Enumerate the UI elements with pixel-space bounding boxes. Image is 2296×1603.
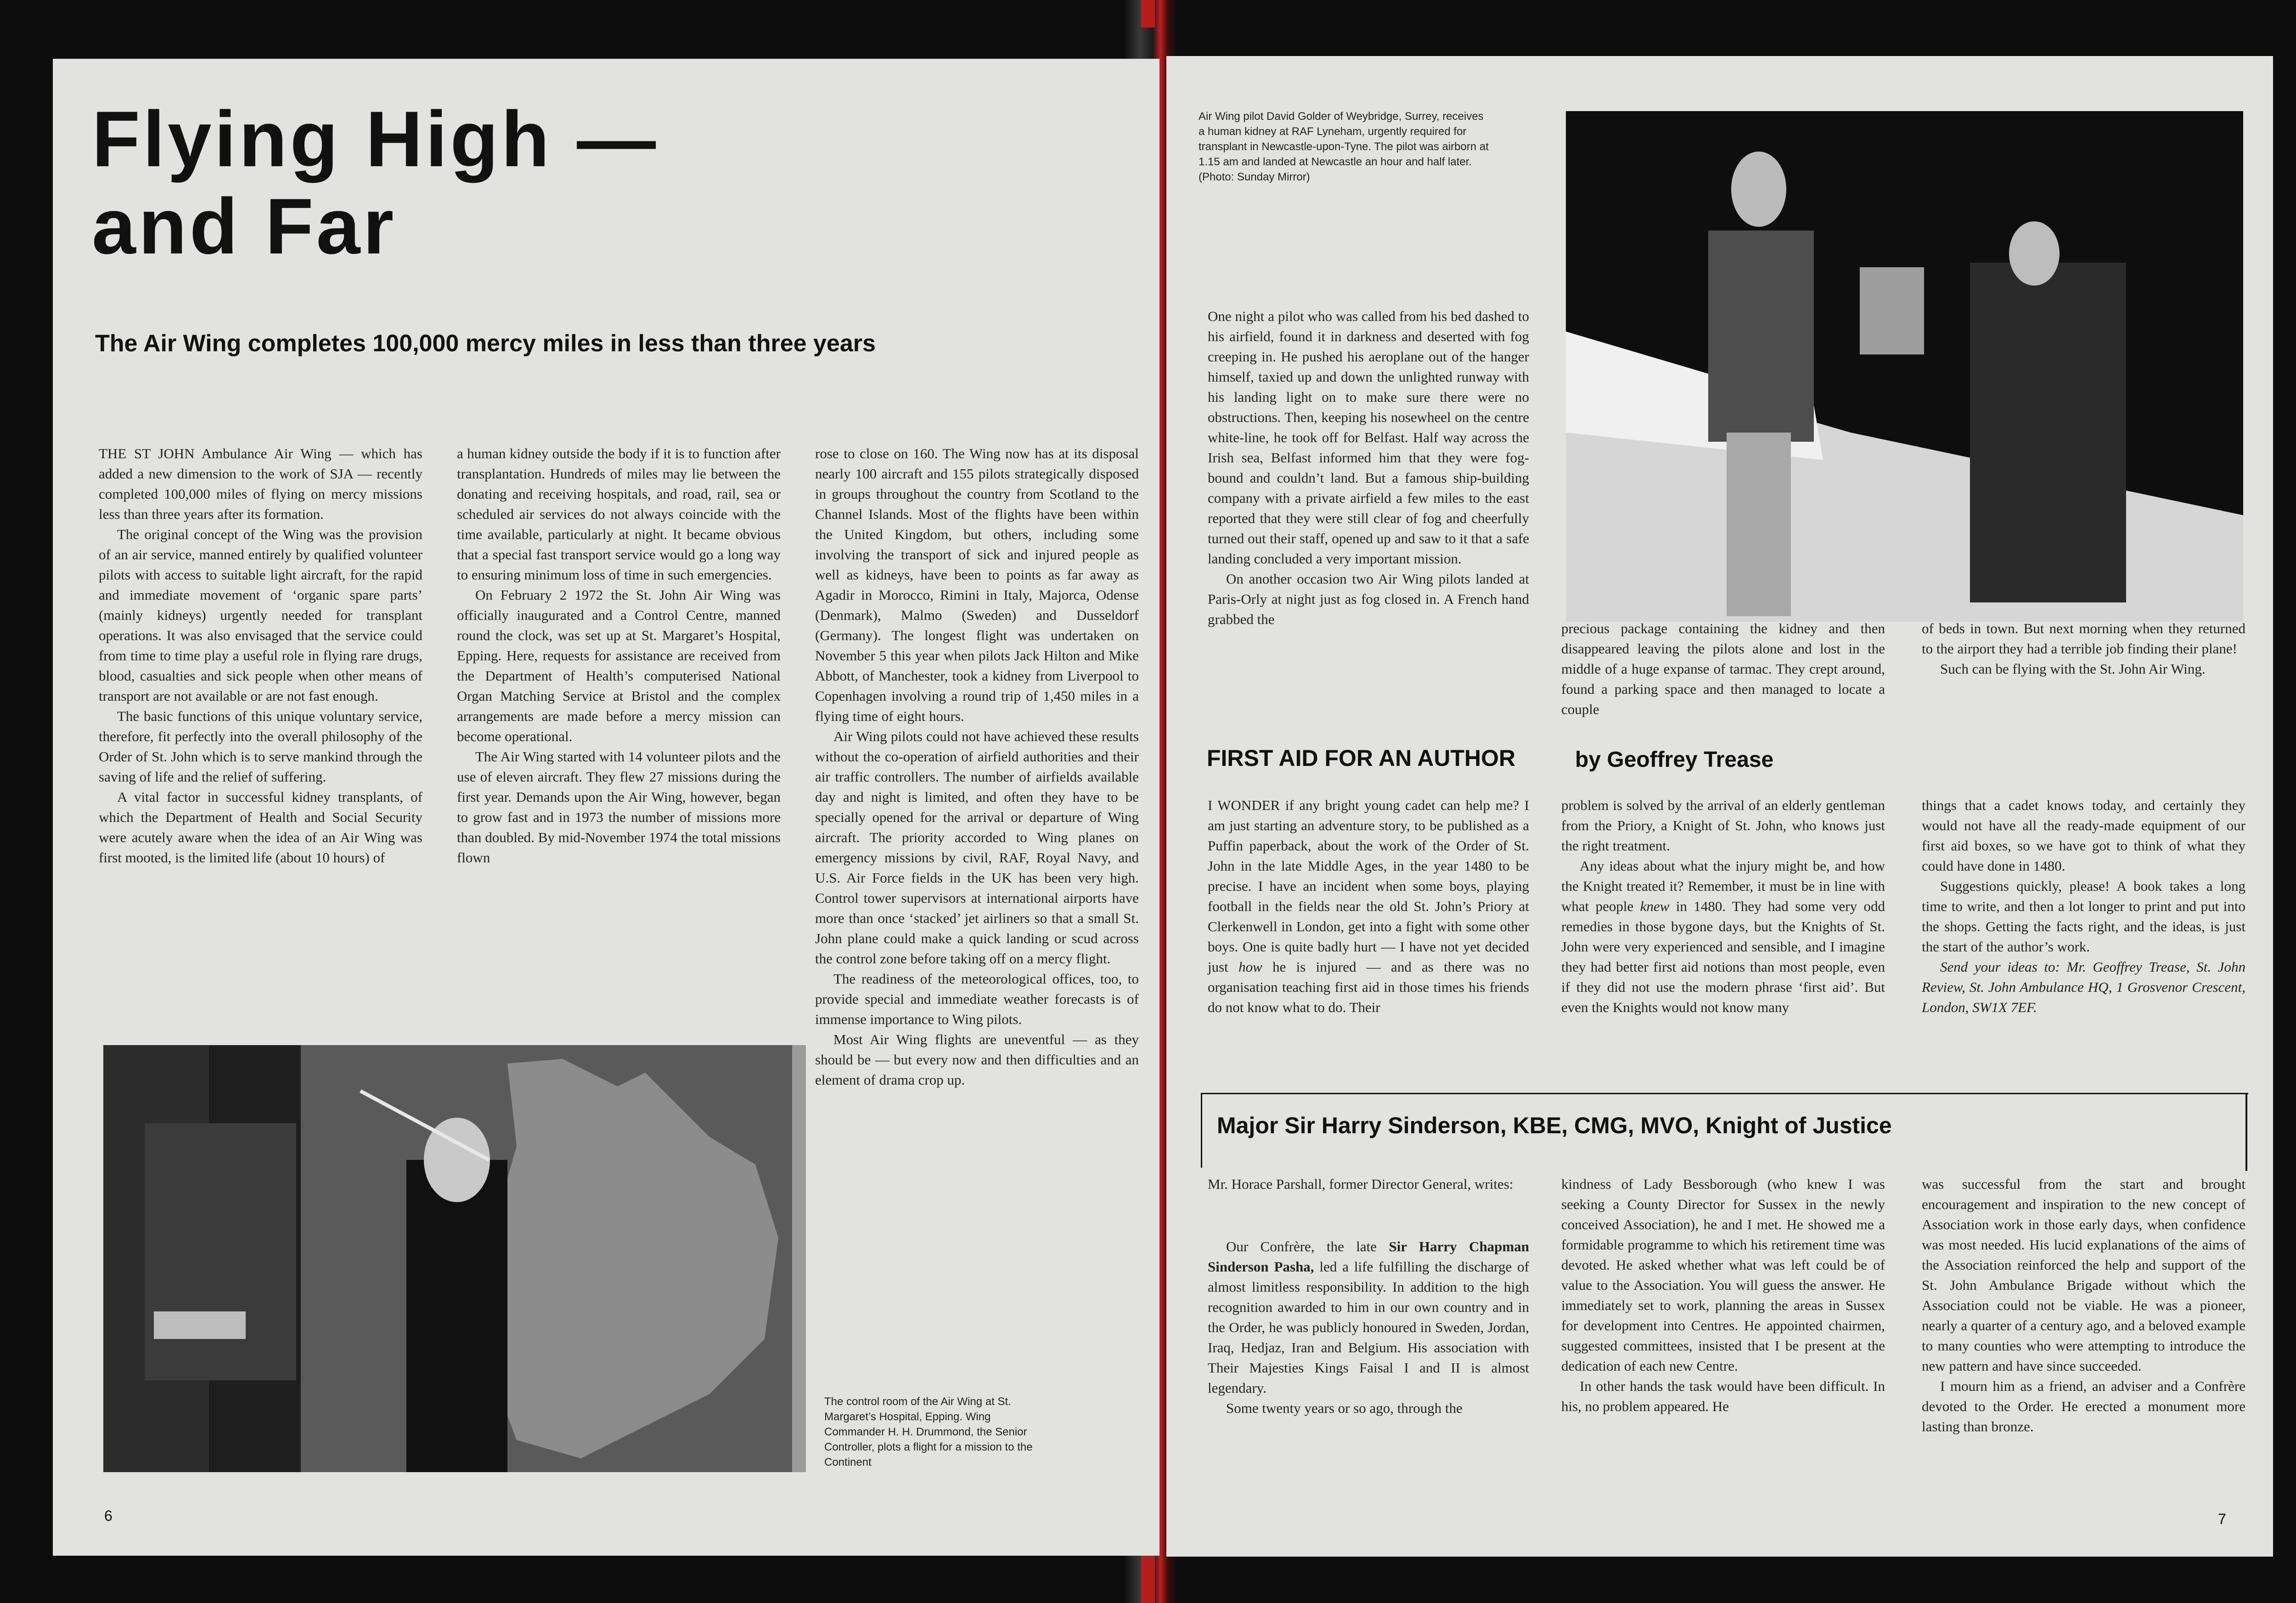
- paragraph: [1208, 1237, 1529, 1398]
- photo-caption: The control room of the Air Wing at St. Margaret’s Hospital, Epping. Wing Commander H. H. Drummond, the Senior Controller, plots a flight for a mission to the Continent: [824, 1395, 1033, 1468]
- obituary-column-1: [1208, 1174, 1529, 1418]
- paragraph: A vital factor in successful kidney transplants, of which the Department of Health and Social Security were acutely aware when the idea of an Air Wing was first mooted, is the limited life (about 10 hours) of: [99, 789, 422, 866]
- pilot-kidney-photo: [1566, 111, 2243, 622]
- obituary-column-3: [1922, 1174, 2245, 1437]
- standfirst: The Air Wing completes 100,000 mercy miles in less than three years: [95, 330, 876, 357]
- address: Send your ideas to: Mr. Geoffrey Trease, St. John Review, St. John Ambulance HQ, 1 Grosvenor Crescent, London, SW1X 7EF.: [1922, 959, 2245, 1015]
- text: I WONDER if any bright young cadet can help me? I am just starting an adventure story, to be published as a Puffin paperback, about the work of the Order of St. John in the late Middle Ages, in the year 1480 to be precise. I have an incident when some boys, playing football in the fields near the old St. John’s Priory at Clerkenwell in London, get into a fight with some other boys. One is quite badly hurt — I have not yet decided just: [1208, 797, 1529, 975]
- paragraph: was successful from the start and brought encouragement and inspiration to the new concept of Association work in those early days, when confidence was most needed. His lucid explanations of the aims of the Association reinforced the help and support of the St. John Ambulance Brigade without which the Association could not be viable. He was a pioneer, nearly a quarter of a century ago, and a beloved example to many counties who were attempting to introduce the new pattern and have since succeeded.: [1922, 1176, 2245, 1374]
- headline-line-2: and Far: [92, 182, 397, 270]
- paragraph: Suggestions quickly, please! A book takes a long time to write, and then a lot longer to print and put into the shops. Getting the facts right, and the ideas, is just the start of the author’s work.: [1922, 878, 2245, 955]
- article-column-1: [99, 444, 422, 868]
- story-column-2: [1561, 619, 1885, 720]
- paragraph: THE ST JOHN Ambulance Air Wing — which has added a new dimension to the work of SJA — recently completed 100,000 miles of flying on mercy missions less than three years after its formation.: [99, 445, 422, 522]
- article-column-3: [815, 444, 1139, 1090]
- text: led a life fulfilling the discharge of almost limitless responsibility. In addition to the high recognition awarded to him in our own country and in the Order, he was publicly honoured in Sweden, Jordan, Iraq, Hedjaz, Iran and Belgium. His association with Their Majesties Kings Faisal I and II is almost legendary.: [1208, 1259, 1529, 1396]
- paragraph: kindness of Lady Bessborough (who knew I was seeking a County Director for Sussex in the newly conceived Association), he and I met. He showed me a formidable programme to which his retirement time was devoted. He asked whether what was left could be of value to the Association. You will guess the answer. He immediately set to work, planning the areas in Sussex for development into Centres. He appointed chairmen, suggested committees, insisted that I be present at the dedication of each new Centre.: [1561, 1176, 1885, 1374]
- story-column-1: [1208, 306, 1529, 630]
- first-aid-column-1: [1208, 795, 1529, 1018]
- paragraph: The readiness of the meteorological offices, too, to provide special and immediate weather forecasts is of immense importance to Wing pilots.: [815, 971, 1139, 1027]
- paragraph: of beds in town. But next morning when they returned to the airport they had a terrible job finding their plane!: [1922, 620, 2245, 657]
- spine-binding-mark: [1141, 0, 1155, 28]
- text: he is injured — and as there was no organisation teaching first aid in those times his friends do not know what to do. Their: [1208, 959, 1530, 1015]
- headline: [92, 96, 658, 270]
- obituary-heading: Major Sir Harry Sinderson, KBE, CMG, MVO, Knight of Justice: [1217, 1113, 1892, 1138]
- page-number: 7: [2218, 1511, 2226, 1527]
- text: Our Confrère, the late: [1226, 1238, 1377, 1254]
- paragraph: On another occasion two Air Wing pilots landed at Paris-Orly at night just as fog closed in. A French hand grabbed the: [1208, 571, 1529, 627]
- paragraph: In other hands the task would have been difficult. In his, no problem appeared. He: [1561, 1378, 1885, 1414]
- obituary-column-2: [1561, 1174, 1885, 1417]
- text: in 1480. They had some very odd remedies in those bygone days, but the Knights of St. John were very experienced and sensible, and I imagine they had better first aid notions than most people, even if they did not use the modern phrase ‘first aid’. But even the Knights would not know many: [1561, 898, 1885, 1015]
- emphasis: how: [1238, 959, 1262, 975]
- first-aid-column-2: [1561, 795, 1885, 1018]
- page-number: 6: [104, 1507, 113, 1524]
- text: Any ideas about what the injury might be, and how the Knight treated it? Remember, it must be in line with what people: [1561, 858, 1885, 914]
- box-rule: [2245, 1093, 2247, 1171]
- first-aid-column-3: [1922, 795, 2245, 1018]
- paragraph: I mourn him as a friend, an adviser and a Confrère devoted to the Order. He erected a monument more lasting than bronze.: [1922, 1378, 2245, 1434]
- right-page: [1166, 56, 2273, 1557]
- paragraph: [1208, 795, 1529, 1018]
- paragraph: a human kidney outside the body if it is to function after transplantation. Hundreds of miles may lie between the donating and receiving hospitals, and road, rail, sea or scheduled air services do not always coincide with the time available, particularly at night. It became obvious that a special fast transport service would go a long way to ensuring minimum loss of time in such emergencies.: [457, 445, 781, 583]
- obituary-intro: Mr. Horace Parshall, former Director General, writes:: [1208, 1176, 1514, 1192]
- paragraph: [1922, 957, 2245, 1018]
- paragraph: The basic functions of this unique voluntary service, therefore, fit perfectly into the overall philosophy of the Order of St. John which is to serve mankind through the saving of life and the relief of suffering.: [99, 708, 422, 785]
- paragraph: Some twenty years or so ago, through the: [1226, 1400, 1463, 1416]
- photo-caption: Air Wing pilot David Golder of Weybridge, Surrey, receives a human kidney at RAF Lyneham, urgently required for transplant in Newcastle-upon-Tyne. The pilot was airborn at 1.15 am and landed at Newcastle an hour and half later. (Photo: Sunday Mirror): [1199, 110, 1489, 183]
- emphasis: knew: [1640, 898, 1670, 914]
- paragraph: Air Wing pilots could not have achieved these results without the co-operation of airfield authorities and their air traffic controllers. The number of airfields available day and night is limited, and often they have to be specially opened for the arrival or departure of Wing aircraft. The priority accorded to Wing planes on emergency missions by civil, RAF, Royal Navy, and U.S. Air Force fields in the UK has been very high. Control tower supervisors at international airports have more than once ‘stacked’ jet airliners so that a small St. John plane could make a quick landing or scud across the control zone before taking off on a mercy flight.: [815, 728, 1139, 967]
- paragraph: One night a pilot who was called from his bed dashed to his airfield, found it in darkness and deserted with fog creeping in. He pushed his aeroplane out of the hanger himself, taxied up and down the unlighted runway with his landing light on to make sure there were no obstructions. Then, keeping his nosewheel on the centre white-line, he took off for Belfast. Half way across the Irish sea, Belfast informed him that they were fog-bound and couldn’t land. But a famous ship-building company with a private airfield a few miles to the east reported that they were still clear of fog and cheerfully turned out their staff, opened up and saw to it that a safe landing concluded a very important mission.: [1208, 308, 1529, 567]
- paragraph: rose to close on 160. The Wing now has at its disposal nearly 100 aircraft and 155 pilots strategically disposed in groups throughout the country from Scotland to the Channel Islands. Most of the flights have been within the United Kingdom, but others, including some involving the transport of sick and injured people as well as kidneys, have been to points as far away as Agadir in Morocco, Rimini in Italy, Majorca, Odense (Denmark), Malmo (Sweden) and Dusseldorf (Germany). The longest flight was undertaken on November 5 this year when pilots Jack Hilton and Mike Abbott, of Manchester, took a kidney from Liverpool to Copenhagen involving a round trip of 1,450 miles in a flying time of eight hours.: [815, 445, 1139, 724]
- paragraph: problem is solved by the arrival of an elderly gentleman from the Priory, a Knight of St. John, who knows just the right treatment.: [1561, 797, 1885, 854]
- first-aid-heading: FIRST AID FOR AN AUTHOR: [1207, 745, 1516, 771]
- paragraph: things that a cadet knows today, and certainly they would not have all the ready-made equipment of our first aid boxes, so we have got to think of what they could have done in 1480.: [1922, 797, 2245, 874]
- control-room-photo: [103, 1045, 806, 1472]
- paragraph: Most Air Wing flights are uneventful — as they should be — but every now and then difficulties and an element of drama crop up.: [815, 1031, 1139, 1088]
- bold-name: Sir Harry Chapman Sinderson Pasha,: [1208, 1238, 1529, 1275]
- article-column-2: [457, 444, 781, 868]
- story-column-3: [1922, 619, 2245, 679]
- paragraph: The original concept of the Wing was the provision of an air service, manned entirely by qualified volunteer pilots with access to suitable light aircraft, for the rapid and immediate movement of ‘organic spare parts’ (mainly kidneys) urgently needed for transplant operations. It was also envisaged that the service could from time to time play a useful role in flying rare drugs, blood, casualties and sick people when other means of transport are not available or are not fast enough.: [99, 526, 422, 704]
- first-aid-byline: by Geoffrey Trease: [1575, 748, 1774, 772]
- paragraph: Such can be flying with the St. John Air Wing.: [1940, 661, 2206, 677]
- paragraph: The Air Wing started with 14 volunteer pilots and the use of eleven aircraft. They flew 27 missions during the first year. Demands upon the Air Wing, however, began to grow fast and in 1973 the number of missions more than doubled. By mid-November 1974 the total missions flown: [457, 748, 781, 866]
- paragraph: [1561, 856, 1885, 1018]
- paragraph: On February 2 1972 the St. John Air Wing was officially inaugurated and a Control Centre, manned round the clock, was set up at St. Margaret’s Hospital, Epping. Here, requests for assistance are received from the Department of Health’s computerised National Organ Matching Service at Bristol and the complex arrangements are made before a mercy mission can become operational.: [457, 587, 781, 744]
- paragraph: precious package containing the kidney and then disappeared leaving the pilots alone and lost in the middle of a huge expanse of tarmac. They crept around, found a parking space and then managed to locate a couple: [1561, 620, 1885, 717]
- left-page: [53, 59, 1159, 1556]
- headline-line-1: Flying High —: [92, 95, 659, 183]
